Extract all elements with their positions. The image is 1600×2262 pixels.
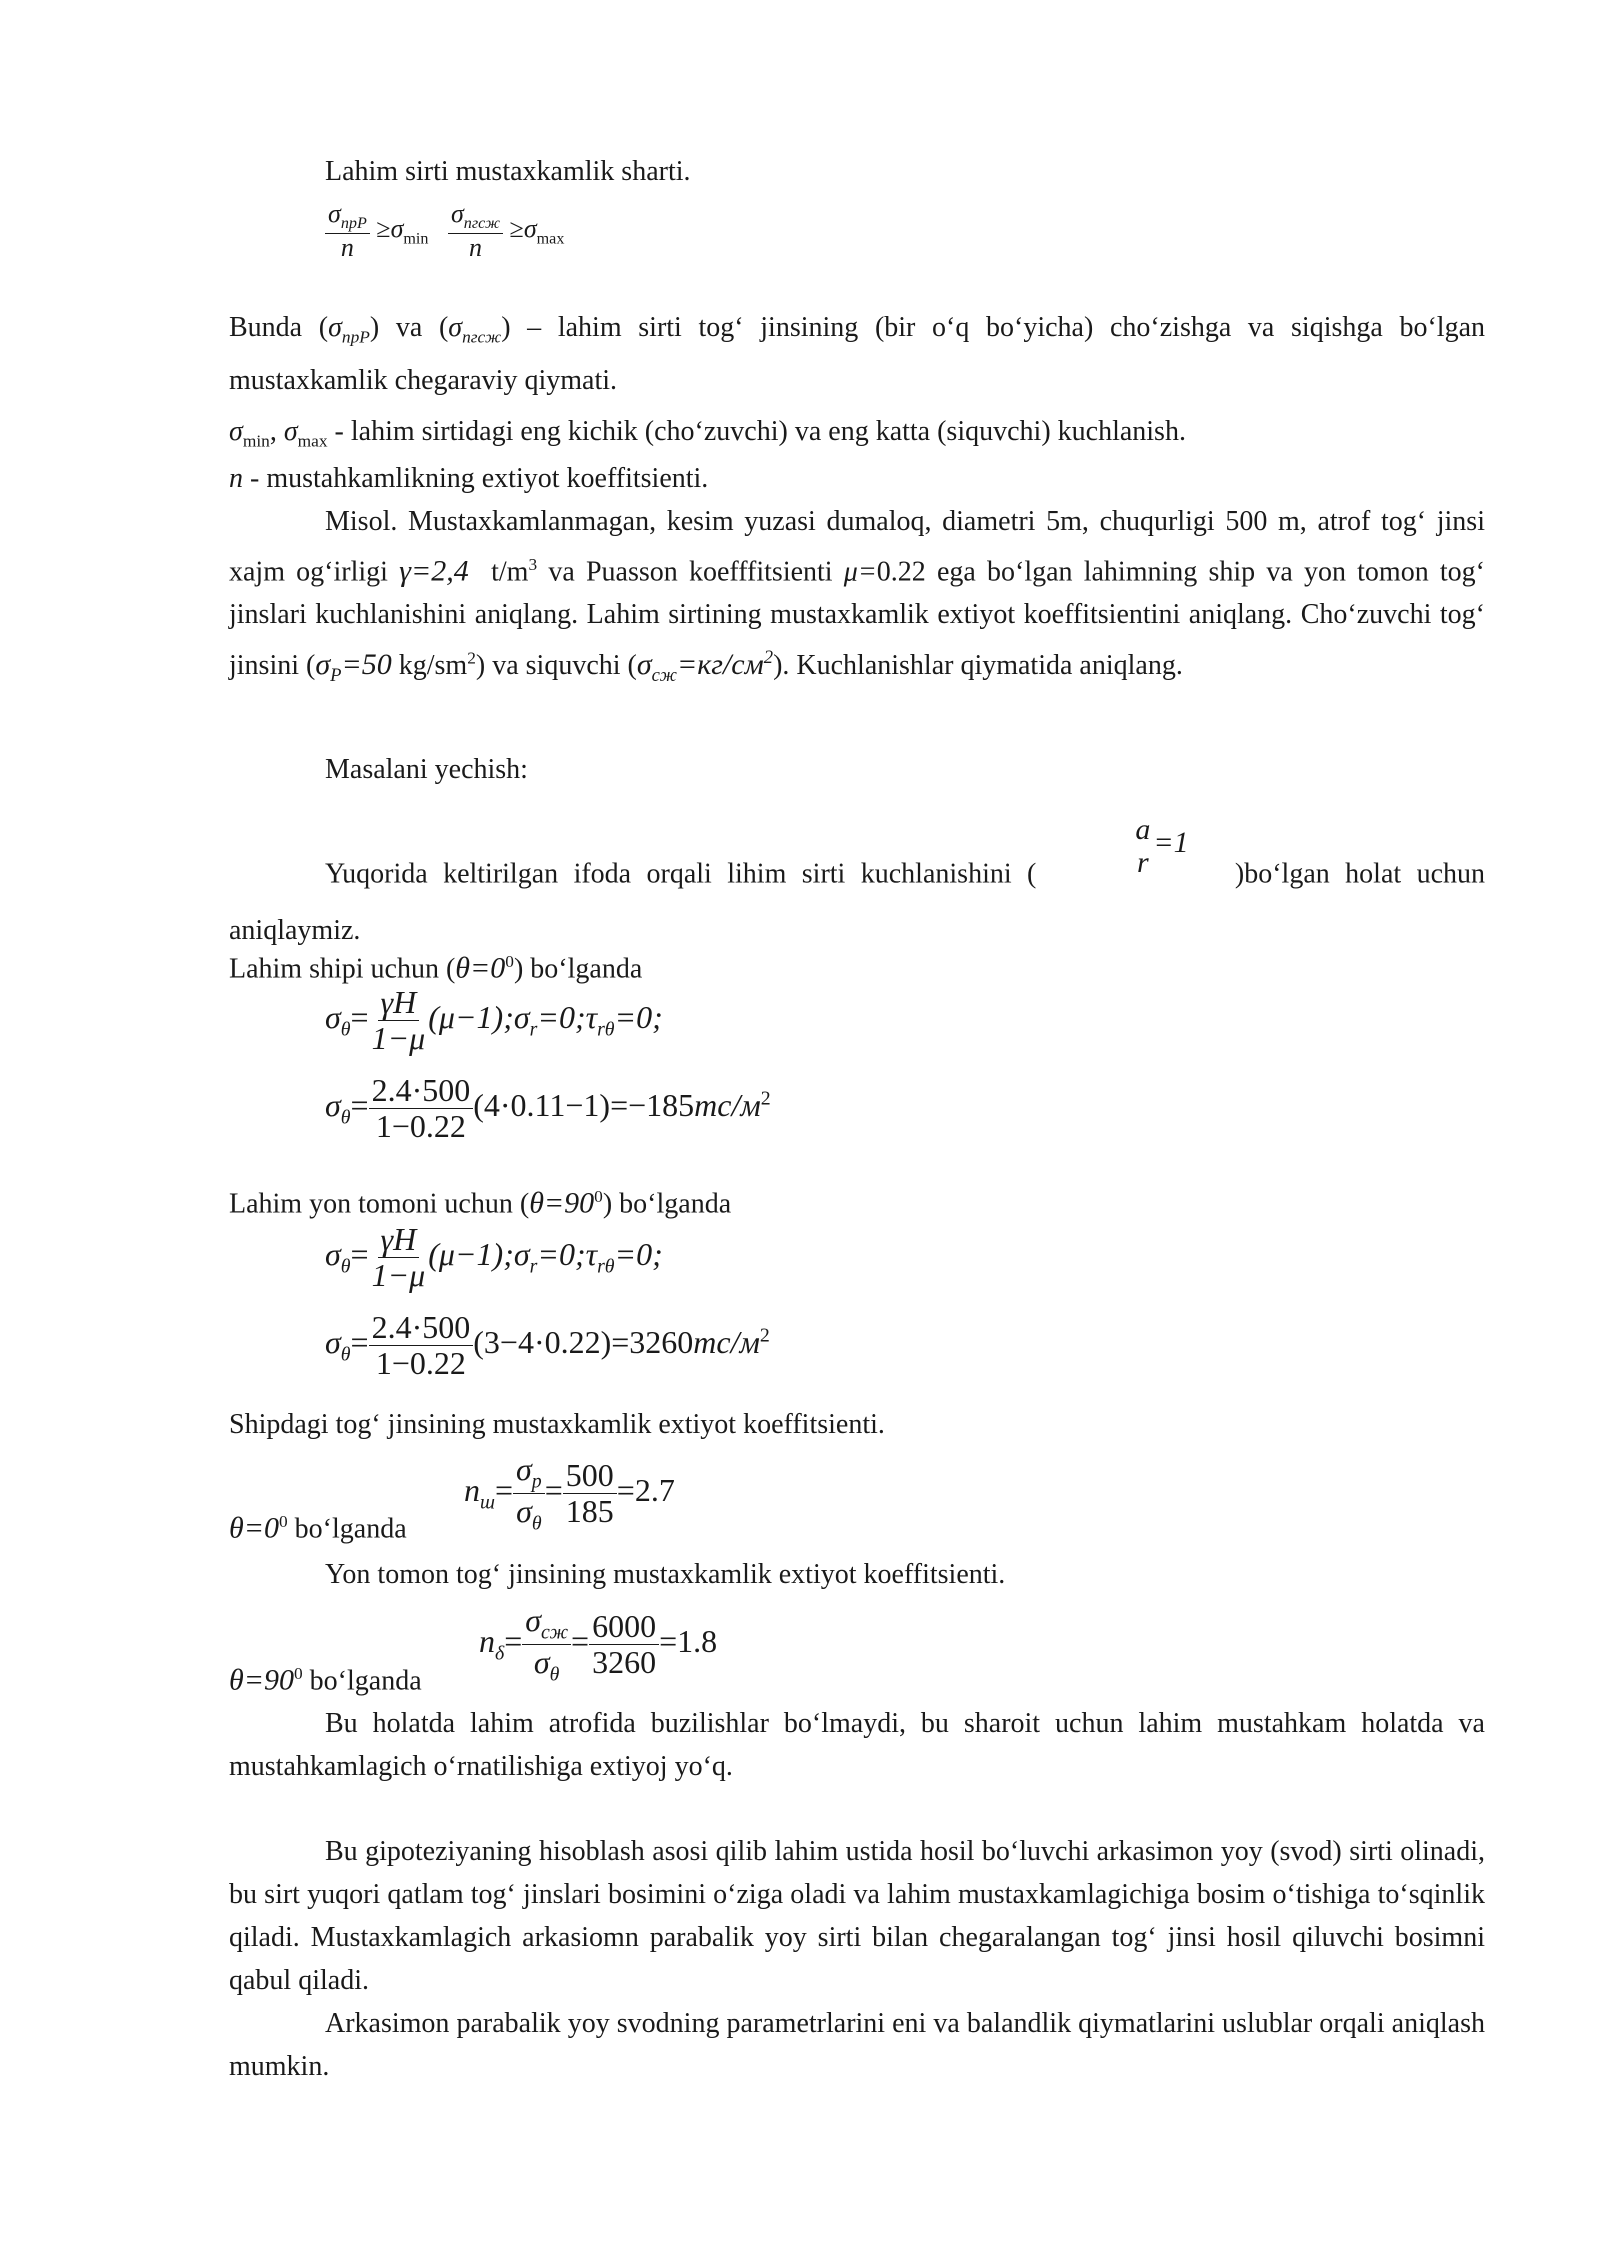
solution-heading: Masalani yechish:	[325, 754, 528, 785]
paragraph-bunda: Bunda $(\sigma_{прP})$ va $(\sigma_{пгсж})$ – lahim sirti tog‘ jinsining (bir o‘q bo‘yicha) cho‘zishga va siqishga bo‘lgan mustaxkamlik chegaraviy qiymati.	[229, 312, 1485, 396]
fraction-compression: $\frac{\sigma_{пгсж}}{n}$	[448, 200, 503, 263]
formula-side-safety: $n_\delta=$ $\frac{\sigma_{сж}}{\sigma_\theta}$ = $\frac{6000}{3260}$ =1.8	[479, 1602, 718, 1686]
paragraph-conclusion: Bu holatda lahim atrofida buzilishlar bo‘lmaydi, bu sharoit uchun lahim mustahkam holatda va mustahkamlagich o‘rnatilishiga extiyoj yo‘q.	[229, 1708, 1485, 1782]
formula-roof-safety: $n_ш=$ $\frac{\sigma_p}{\sigma_\theta}$ = $\frac{500}{185}$ =2.7	[464, 1451, 675, 1535]
side-case-heading: Lahim yon tomoni uchun $(\theta=90^0)$ bo‘lganda	[229, 1186, 732, 1220]
strength-condition-heading: Lahim sirti mustaxkamlik sharti.	[325, 156, 691, 187]
paragraph-sigma-min-max: $\sigma_{min}$, $\sigma_{max}$ - lahim sirtidagi eng kichik (cho‘zuvchi) va eng katta (siquvchi) kuchlanish.	[229, 416, 1186, 451]
paragraph-safety-factor: n - mustahkamlikning extiyot koeffitsienti.	[229, 463, 709, 494]
formula-side-general: $\sigma_\theta=$ $\frac{\gamma H}{1-\mu}$ $(\mu-1);\sigma_r=0;\tau_{r\theta}=0$;	[325, 1221, 663, 1294]
paragraph-arch: Arkasimon parabalik yoy svodning parametrlarini eni va balandlik qiymatlarini uslublar orqali aniqlash mumkin.	[229, 2008, 1485, 2082]
formula-side-numeric: $\sigma_\theta=$ $\frac{2.4\cdot 500}{1-0.22}$ $(3-4\cdot 0.22)=3260тс/м^2$	[325, 1309, 770, 1382]
paragraph-example: Misol. Mustaxkamlanmagan, kesim yuzasi dumaloq, diametri 5m, chuqurligi 500 m, atrof tog‘ jinsi xajm og‘irligi γ=2,4 $t/m^3$ va Puasson koefffitsienti μ=0.22 ega bo‘lgan lahimning ship va yon tomon tog‘ jinslari kuchlanishini aniqlang. Lahim sirtining mustaxkamlik extiyot koeffitsientini aniqlang. Cho‘zuvchi tog‘ jinsini ($\sigma_P=50$ $kg/sm^2$) va siquvchi $(\sigma_{сж}=кг/см^2)$. Kuchlanishlar qiymatida aniqlang.	[229, 506, 1486, 687]
side-safety-heading: Yon tomon tog‘ jinsining mustaxkamlik extiyot koeffitsienti.	[325, 1559, 1006, 1590]
roof-theta-condition: $\theta=0^0$ bo‘lganda	[229, 1511, 407, 1545]
paragraph-hypothesis: Bu gipoteziyaning hisoblash asosi qilib lahim ustida hosil bo‘luvchi arkasimon yoy (svod) sirti olinadi, bu sirt yuqori qatlam tog‘ jinslari bosimini o‘ziga oladi va lahim mustaxkamlagichiga bosim o‘tishiga to‘sqinlik qiladi. Mustaxkamlagich arkasiomn parabalik yoy sirti bilan chegaralangan tog‘ jinsi hosil qiluvchi bosimni qabul qiladi.	[229, 1836, 1485, 1996]
formula-roof-general: $\sigma_\theta=$ $\frac{\gamma H}{1-\mu}$ $(\mu-1);\sigma_r=0;\tau_{r\theta}=0$;	[325, 984, 663, 1057]
fraction-tension: $\frac{\sigma_{прP}}{n}$	[325, 200, 370, 263]
side-theta-condition: $\theta=90^0$ bo‘lganda	[229, 1663, 422, 1697]
formula-roof-numeric: $\sigma_\theta=$ $\frac{2.4\cdot 500}{1-0.22}$ $(4\cdot 0.11-1)=-185тс/м^2$	[325, 1072, 771, 1145]
strength-condition-formula: $\frac{\sigma_{прP}}{n}$ $\ge\sigma_{min}$ $\frac{\sigma_{пгсж}}{n}$ $\ge\sigma_{max}$	[325, 200, 564, 263]
fraction-a-r: a r	[1135, 813, 1151, 879]
roof-case-heading: Lahim shipi uchun $(\theta=0^0)$ bo‘lganda	[229, 951, 643, 985]
paragraph-stress-intro: Yuqorida keltirilgan ifoda orqali lihim sirti kuchlanishini ( a r =1 )bo‘lgan holat uchun aniqlaymiz.	[229, 813, 1485, 946]
roof-safety-heading: Shipdagi tog‘ jinsining mustaxkamlik extiyot koeffitsienti.	[229, 1409, 885, 1440]
